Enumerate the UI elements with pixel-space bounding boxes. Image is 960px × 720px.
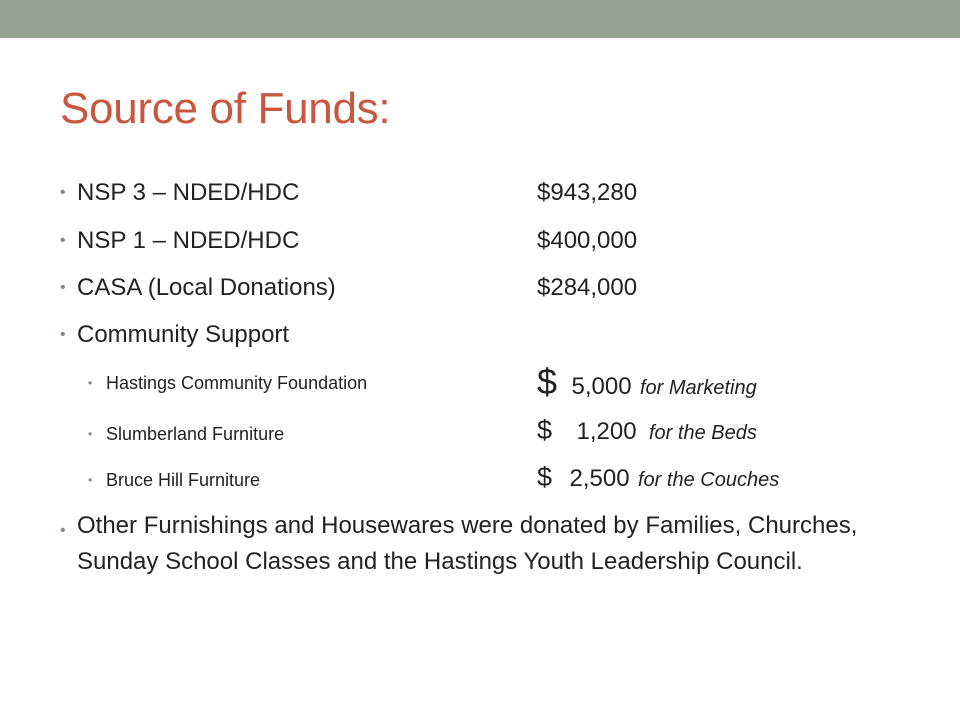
item-label: CASA (Local Donations) xyxy=(77,274,336,301)
amount-value: 1,200 xyxy=(576,418,637,445)
item-label: NSP 1 – NDED/HDC xyxy=(77,227,300,254)
list-item xyxy=(60,179,299,207)
bullet-icon: • xyxy=(88,427,93,441)
sub-list-item xyxy=(88,373,367,394)
bullet-icon: • xyxy=(60,279,66,296)
sub-item-amount xyxy=(537,462,779,493)
item-label: NSP 3 – NDED/HDC xyxy=(77,179,300,206)
dollar-sign: $ xyxy=(537,462,553,492)
amount-value: 5,000 xyxy=(571,373,632,400)
item-amount: $943,280 xyxy=(537,179,638,206)
sub-item-amount xyxy=(537,415,757,446)
item-amount: $400,000 xyxy=(537,227,638,254)
sub-item-label: Slumberland Furniture xyxy=(106,424,285,444)
sub-list-item xyxy=(88,424,284,445)
slide-title: Source of Funds: xyxy=(60,84,391,133)
list-item xyxy=(60,274,336,302)
closing-paragraph xyxy=(60,508,880,580)
bullet-icon: • xyxy=(60,184,66,201)
amount-note: for the Beds xyxy=(649,422,757,444)
bullet-icon: • xyxy=(60,522,66,539)
top-accent-band xyxy=(0,0,960,38)
sub-list-item xyxy=(88,470,260,491)
amount-note: for the Couches xyxy=(638,469,780,491)
amount-value: 2,500 xyxy=(569,465,630,492)
item-label: Community Support xyxy=(77,321,290,348)
list-item xyxy=(60,227,299,255)
bullet-icon: • xyxy=(60,232,66,249)
bullet-icon: • xyxy=(60,326,66,343)
sub-item-label: Hastings Community Foundation xyxy=(106,373,368,393)
item-amount: $284,000 xyxy=(537,274,638,301)
bullet-icon: • xyxy=(88,376,93,390)
amount-note: for Marketing xyxy=(640,377,757,399)
closing-text: Other Furnishings and Housewares were donated by Families, Churches, Sunday School Classes and the Hastings Youth Leadership Council. xyxy=(77,512,858,575)
dollar-sign: $ xyxy=(537,361,558,402)
sub-item-amount xyxy=(537,361,757,403)
bullet-icon: • xyxy=(88,473,93,487)
list-item xyxy=(60,321,289,349)
sub-item-label: Bruce Hill Furniture xyxy=(106,470,261,490)
dollar-sign: $ xyxy=(537,415,553,445)
